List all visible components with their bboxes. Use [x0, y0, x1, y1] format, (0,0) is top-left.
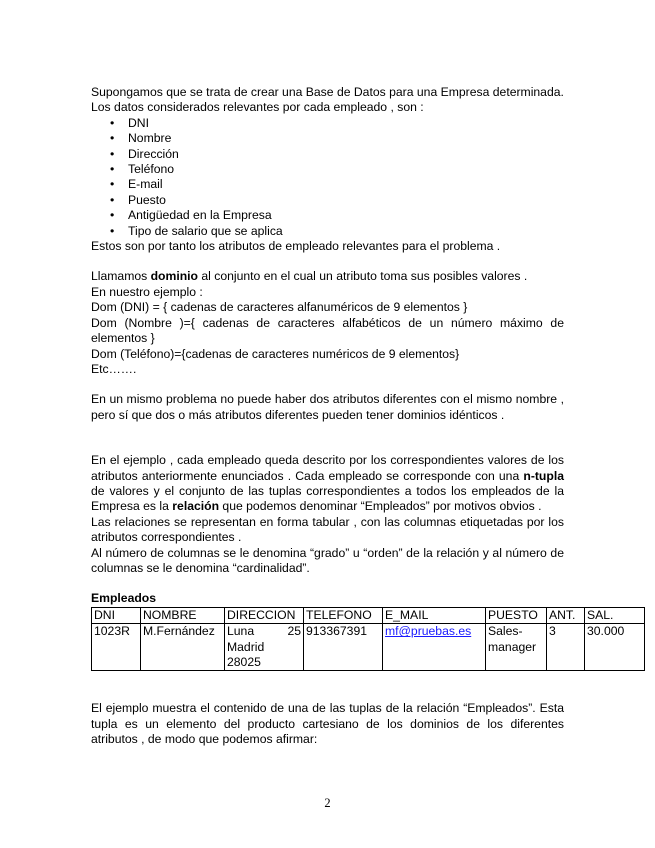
column-header: PUESTO [486, 607, 547, 623]
domain-telefono: Dom (Teléfono)={cadenas de caracteres numéricos de 9 elementos} [91, 346, 460, 361]
column-header: E_MAIL [383, 607, 486, 623]
relation-paragraph-2: Las relaciones se representan en forma tabular , con las columnas etiquetadas por los atributos correspondientes . [91, 514, 564, 545]
domain-example-intro: En nuestro ejemplo : [91, 284, 203, 299]
cell-puesto: Sales-manager [486, 624, 547, 671]
cell-sal: 30.000 [585, 624, 645, 671]
employees-table [91, 607, 645, 672]
relation-paragraph-1: En el ejemplo , cada empleado queda descrito por los correspondientes valores de los atributos anteriormente enunciados . Cada empleado se corresponde con una n-tupla de valores y el conjunto de las tuplas correspondientes a todos los empleados de la Empresa es la relación que podemos denominar “Empleados” por motivos obvios . [91, 453, 564, 514]
same-domain-paragraph: En un mismo problema no puede haber dos atributos diferentes con el mismo nombre , pero sí que dos o más atributos diferentes pueden tener dominios idénticos . [91, 392, 564, 422]
table-header-row [92, 607, 645, 623]
column-header: ANT. [547, 607, 585, 623]
list-item: • Nombre [128, 131, 564, 146]
email-link[interactable]: mf@pruebas.es [385, 624, 472, 639]
document-body [91, 85, 625, 748]
cell-dni: 1023R [92, 624, 141, 671]
list-item: • Tipo de salario que se aplica [128, 224, 564, 239]
cell-nombre: M.Fernández [141, 624, 225, 671]
attribute-list [91, 116, 564, 239]
list-item: • E-mail [128, 177, 564, 192]
list-item: • DNI [128, 116, 564, 131]
list-item: • Dirección [128, 147, 564, 162]
table-row [92, 624, 645, 671]
list-item: • Puesto [128, 193, 564, 208]
attributes-conclusion: Estos son por tanto los atributos de empleado relevantes para el problema . [91, 239, 501, 254]
column-header: SAL. [585, 607, 645, 623]
cell-telefono: 913367391 [304, 624, 383, 671]
intro-line-2: Los datos considerados relevantes por cada empleado , son : [91, 100, 424, 115]
intro-line-1: Supongamos que se trata de crear una Base de Datos para una Empresa determinada. [91, 85, 564, 99]
list-item: • Teléfono [128, 162, 564, 177]
ntupla-term: n-tupla [523, 468, 564, 483]
domain-dni: Dom (DNI) = { cadenas de caracteres alfanuméricos de 9 elementos } [91, 300, 468, 315]
cell-direccion: Luna 25 Madrid 28025 [225, 624, 304, 671]
cell-ant: 3 [547, 624, 585, 671]
domain-etc: Etc……. [91, 361, 137, 376]
list-item: • Antigüedad en la Empresa [128, 208, 564, 223]
column-header: TELEFONO [304, 607, 383, 623]
page-number: 2 [324, 796, 331, 810]
relation-paragraph-3: Al número de columnas se le denomina “grado” u “orden” de la relación y al número de columnas se le denomina “cardinalidad”. [91, 545, 564, 575]
table-title: Empleados [91, 591, 157, 606]
column-header: NOMBRE [141, 607, 225, 623]
domain-term: dominio [150, 269, 198, 284]
relacion-term: relación [172, 499, 220, 514]
domain-definition: Llamamos dominio al conjunto en el cual un atributo toma sus posibles valores . [91, 269, 528, 284]
cell-email [383, 624, 486, 671]
domain-nombre: Dom (Nombre )={ cadenas de caracteres alfabéticos de un número máximo de elementos } [91, 315, 564, 346]
column-header: DNI [92, 607, 141, 623]
closing-paragraph: El ejemplo muestra el contenido de una de las tuplas de la relación “Empleados”. Esta tupla es un elemento del producto cartesiano de los dominios de los diferentes atributos , de modo que podemos afirmar: [91, 701, 564, 747]
column-header: DIRECCION [225, 607, 304, 623]
